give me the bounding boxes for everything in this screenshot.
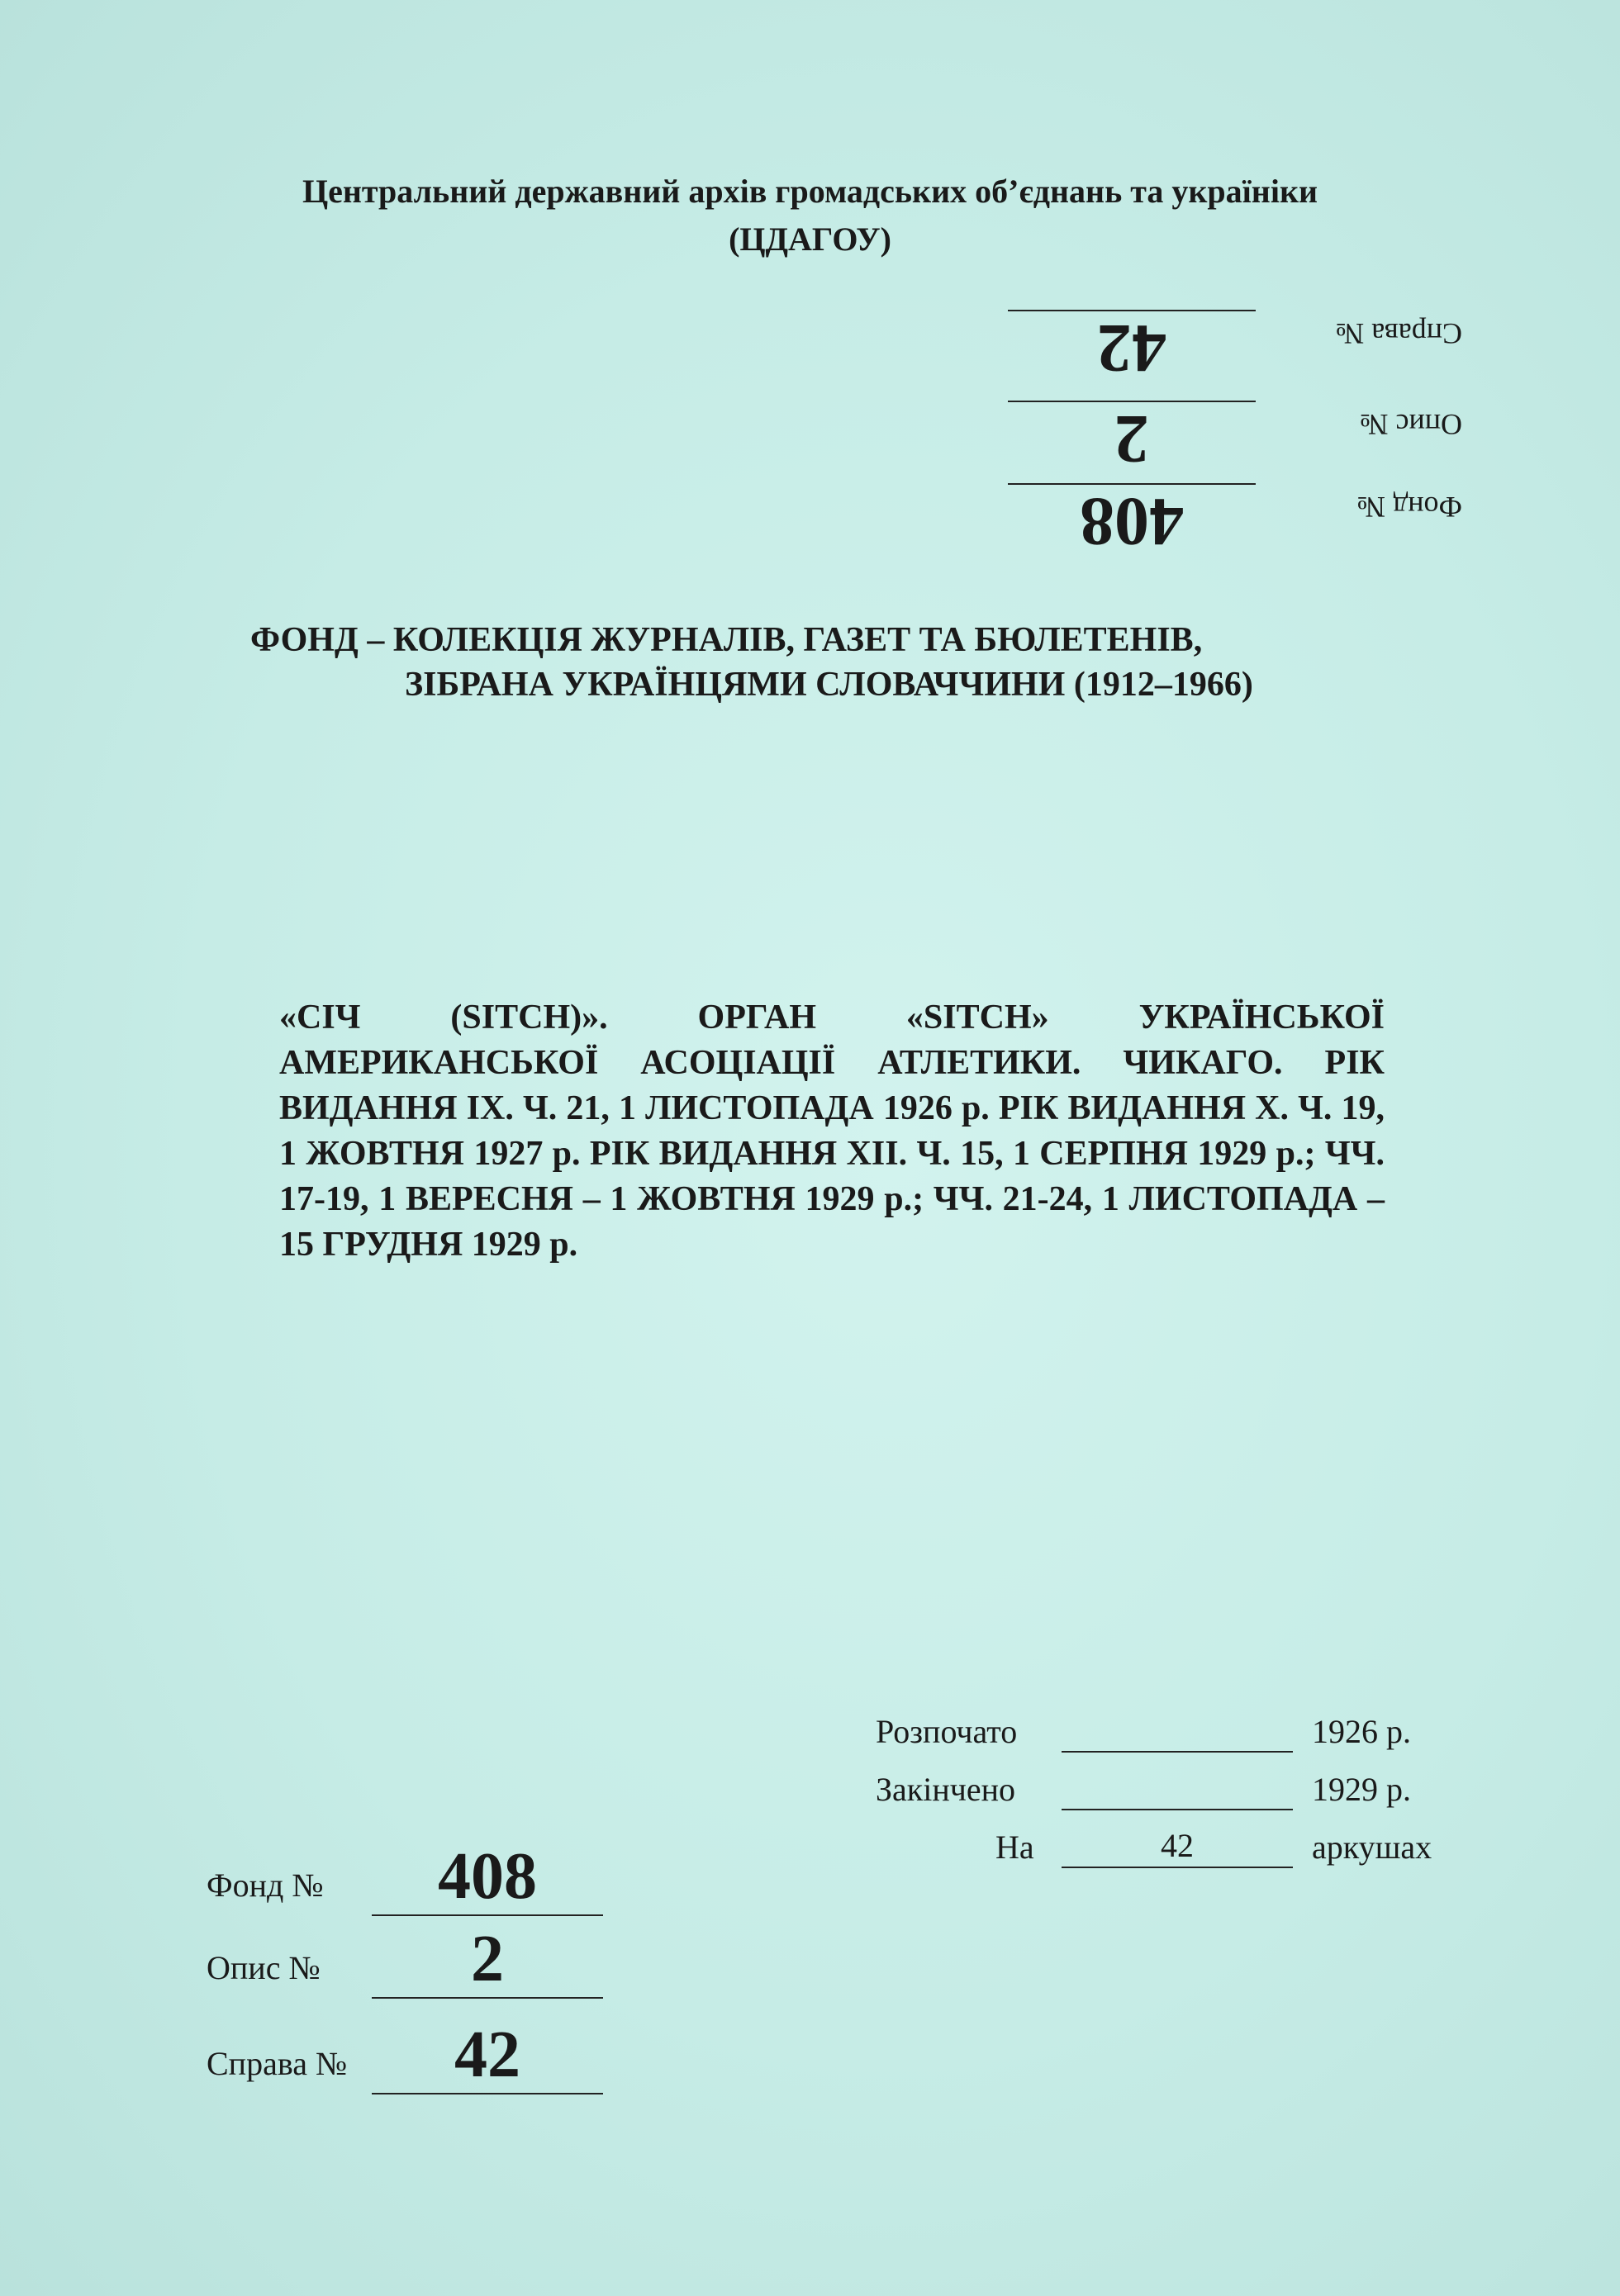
- started-row: [876, 1710, 1470, 1759]
- started-label: Розпочато: [876, 1713, 1018, 1750]
- sprava-line: [372, 2093, 603, 2094]
- inverted-opys-row: [1000, 401, 1462, 477]
- sprava-label: Справа №: [207, 2045, 348, 2082]
- opys-label: Опис №: [207, 1949, 321, 1986]
- inverted-fond-label: Фонд №: [1356, 491, 1462, 524]
- inverted-fond-row: [1000, 483, 1462, 560]
- finished-row: [876, 1767, 1470, 1817]
- opys-line: [372, 1997, 603, 1999]
- archive-name: Центральний державний архів громадських об’єднань та україніки: [302, 173, 1318, 210]
- fond-value: 408: [438, 1840, 537, 1913]
- finished-label: Закінчено: [876, 1771, 1016, 1808]
- inverted-sprava-line: [1008, 310, 1256, 311]
- inverted-reference-block: [1000, 293, 1462, 560]
- sprava-value: 42: [454, 2018, 520, 2091]
- finished-year: 1929 р.: [1312, 1771, 1411, 1808]
- inverted-sprava-label: Справа №: [1335, 317, 1462, 350]
- sheets-count: 42: [1161, 1827, 1194, 1864]
- sheets-label: На: [995, 1829, 1034, 1866]
- opys-row: [207, 1916, 603, 1999]
- inverted-sprava-row: [1000, 310, 1462, 387]
- inverted-fond-value: 408: [1080, 483, 1184, 560]
- started-line: [1062, 1751, 1293, 1753]
- fond-label: Фонд №: [207, 1867, 324, 1904]
- fond-row: [207, 1833, 603, 1916]
- finished-line: [1062, 1809, 1293, 1810]
- opys-value: 2: [471, 1923, 504, 1995]
- started-year: 1926 р.: [1312, 1713, 1411, 1750]
- inverted-fond-line: [1008, 483, 1256, 485]
- case-description: «СІЧ (SITCH)». ОРГАН «SITCH» УКРАЇНСЬКОЇ АМЕРИКАНСЬКОЇ АСОЦІАЦІЇ АТЛЕТИКИ. ЧИКАГО. РІК ВИДАННЯ ІХ. Ч. 21, 1 ЛИСТОПАДА 1926 р. РІК ВИДАННЯ Х. Ч. 19, 1 ЖОВТНЯ 1927 р. РІК ВИДАННЯ ХІІ. Ч. 15, 1 СЕРПНЯ 1929 р.; ЧЧ. 17-19, 1 ВЕРЕСНЯ – 1 ЖОВТНЯ 1929 р.; ЧЧ. 21-24, 1 ЛИСТОПАДА – 15 ГРУДНЯ 1929 р.: [279, 999, 1385, 1264]
- inverted-sprava-value: 42: [1097, 310, 1166, 387]
- fund-title-line-2: ЗІБРАНА УКРАЇНЦЯМИ СЛОВАЧЧИНИ (1912–1966): [405, 666, 1253, 704]
- fund-title-line-1: ФОНД – КОЛЕКЦІЯ ЖУРНАЛІВ, ГАЗЕТ ТА БЮЛЕТЕНІВ,: [250, 621, 1203, 659]
- sprava-row: [207, 2012, 603, 2094]
- archive-abbreviation: (ЦДАГОУ): [729, 221, 891, 258]
- inverted-opys-value: 2: [1114, 401, 1149, 477]
- inverted-opys-label: Опис №: [1360, 408, 1462, 441]
- sheets-line: [1062, 1867, 1293, 1868]
- sheets-suffix: аркушах: [1312, 1829, 1432, 1866]
- inverted-opys-line: [1008, 401, 1256, 402]
- sheets-row: [876, 1825, 1470, 1875]
